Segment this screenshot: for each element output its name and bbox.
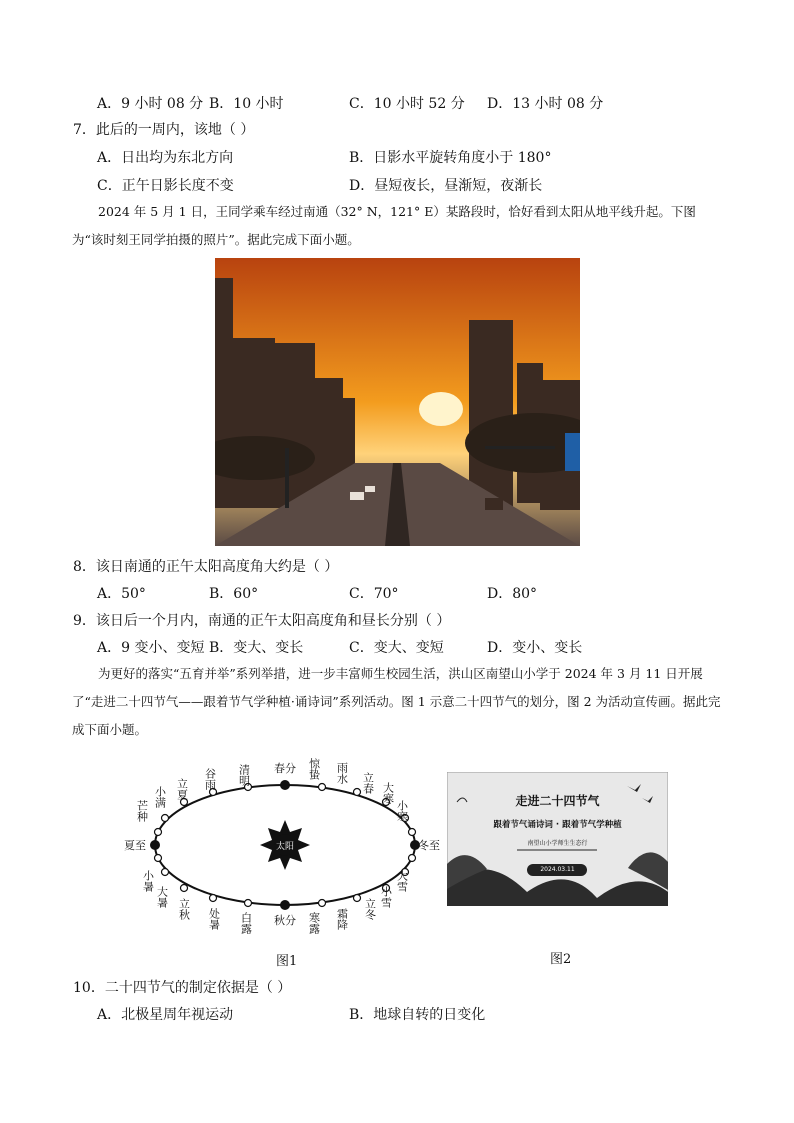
q8-option-a: A．50°: [97, 586, 146, 602]
passage-1: 2024 年 5 月 1 日，王同学乘车经过南通（32° N，121° E）某路段时，恰好看到太阳从地平线升起。下图为“该时刻王同学拍摄的照片”。据此完成下面小题。: [72, 204, 696, 247]
q6-option-c: C．10 小时 52 分: [349, 96, 465, 112]
sun-symbol: [260, 820, 310, 870]
spring-equinox-dot: [280, 780, 290, 790]
sun-label: 太阳: [275, 842, 295, 852]
term-xiaohan: 小寒: [395, 800, 409, 822]
q7-stem: 7．此后的一周内，该地（ ）: [73, 122, 255, 138]
poster-org: 南望山小学师生生态行: [527, 840, 588, 847]
summer-solstice-dot: [150, 840, 160, 850]
term-jingzhe: 惊蛰: [307, 758, 321, 780]
term-xiaoshu: 小暑: [141, 870, 155, 892]
q10-option-b: B．地球自转的日变化: [349, 1007, 486, 1023]
term-lixia: 立夏: [175, 778, 189, 800]
q8-option-b: B．60°: [209, 586, 259, 602]
q8-option-c: C．70°: [349, 586, 399, 602]
term-shuangjiang: 霜降: [335, 908, 349, 930]
term-yushui: 雨水: [335, 762, 349, 784]
term-liqiu: 立秋: [177, 898, 191, 920]
poster-title: 走进二十四节气: [515, 794, 600, 808]
q8-stem: 8．该日南通的正午太阳高度角大约是（ ）: [73, 559, 339, 575]
sunrise-photo: [215, 258, 580, 546]
q9-stem: 9．该日后一个月内，南通的正午太阳高度角和昼长分别（ ）: [73, 613, 451, 629]
term-winter-solstice: 冬至: [418, 839, 440, 852]
q6-option-d: D．13 小时 08 分: [487, 96, 604, 112]
sun: [419, 392, 463, 426]
q6-option-a: A．9 小时 08 分: [97, 96, 204, 112]
q9-option-a: A．9 变小、变短: [97, 640, 205, 656]
road-sign: [565, 433, 580, 471]
activity-poster: [447, 772, 668, 906]
q10-option-a: A．北极星周年视运动: [97, 1007, 234, 1023]
poster-date: 2024.03.11: [540, 866, 575, 873]
figure-1-caption: 图1: [276, 954, 298, 969]
term-bailu: 白露: [239, 912, 253, 934]
term-summer-solstice: 夏至: [124, 839, 146, 852]
term-xiaoxue: 小雪: [379, 886, 393, 908]
term-dahan: 大寒: [381, 782, 395, 804]
term-spring-equinox: 春分: [274, 762, 296, 775]
autumn-equinox-dot: [280, 900, 290, 910]
term-guyu: 谷雨: [203, 768, 217, 790]
term-daxue: 大雪: [395, 870, 409, 892]
q7-option-c: C．正午日影长度不变: [97, 178, 234, 194]
passage-2: 为更好的落实“五育并举”系列举措，进一步丰富师生校园生活，洪山区南望山小学于 2024 年 3 月 11 日开展了“走进二十四节气——跟着节气学种植·诵诗词”系列活动。图 1 示意二十四节气的划分，图 2 为活动宣传画。据此完成下面小题。: [72, 666, 721, 737]
poster-subtitle: 跟着节气诵诗词 · 跟着节气学种植: [493, 820, 622, 830]
q9-option-c: C．变大、变短: [349, 640, 444, 656]
figure-2-caption: 图2: [550, 952, 572, 967]
q10-stem: 10．二十四节气的制定依据是（ ）: [73, 980, 292, 996]
term-qingming: 清明: [237, 764, 251, 786]
term-hanlu: 寒露: [307, 912, 321, 934]
q8-option-d: D．80°: [487, 586, 538, 602]
q7-option-a: A．日出均为东北方向: [97, 150, 234, 166]
term-lichun: 立春: [361, 772, 375, 794]
solar-terms-diagram: [110, 750, 450, 950]
q7-option-d: D．昼短夜长，昼渐短，夜渐长: [349, 178, 543, 194]
q6-option-b: B．10 小时: [209, 96, 284, 112]
term-chushu: 处暑: [207, 908, 221, 930]
term-lidong: 立冬: [363, 898, 377, 920]
term-mangzhong: 芒种: [135, 800, 149, 822]
term-autumn-equinox: 秋分: [274, 914, 296, 927]
q7-option-b: B．日影水平旋转角度小于 180°: [349, 150, 552, 166]
q9-option-d: D．变小、变长: [487, 640, 583, 656]
q9-option-b: B．变大、变长: [209, 640, 304, 656]
term-dashu: 大暑: [155, 886, 169, 908]
term-xiaoman: 小满: [153, 786, 167, 808]
